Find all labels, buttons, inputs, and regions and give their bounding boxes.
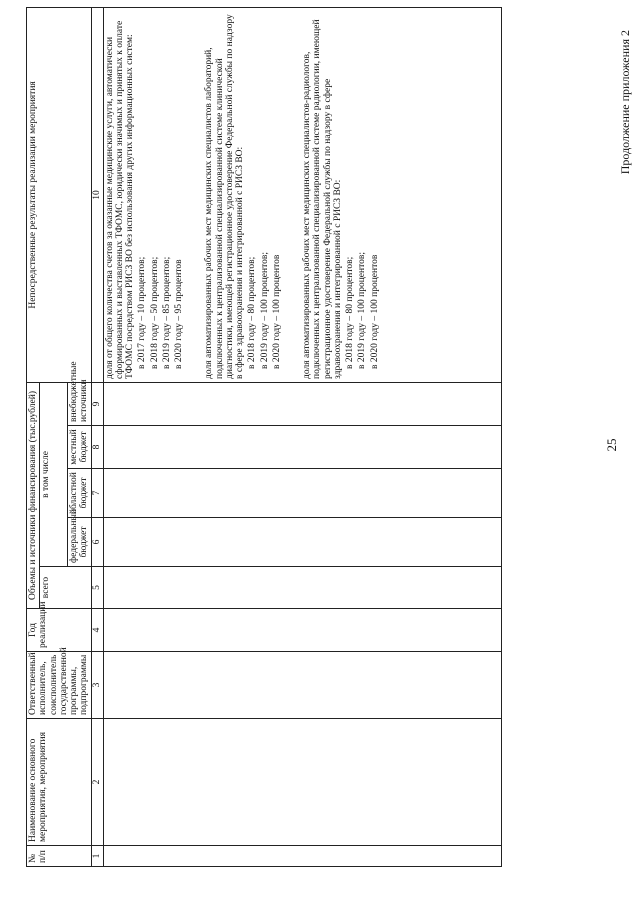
col-number: 9 xyxy=(91,382,103,425)
header-num: № п/п xyxy=(27,846,92,867)
header-result: Непосредственные результаты реализации мероприятия xyxy=(27,7,92,382)
cell-total xyxy=(103,567,501,609)
cell-local xyxy=(103,426,501,469)
result-year: в 2018 году – 80 процентов; xyxy=(247,256,258,369)
col-number: 6 xyxy=(91,518,103,567)
cell-federal xyxy=(103,518,501,567)
cell-year xyxy=(103,609,501,652)
header-incl: в том числе xyxy=(40,382,68,566)
cell-extra xyxy=(103,382,501,425)
result-year: в 2019 году – 85 процентов; xyxy=(161,256,172,369)
col-number: 8 xyxy=(91,426,103,469)
col-number: 5 xyxy=(91,567,103,609)
header-responsible: Ответственный исполнитель, соисполнитель государственной программы, подпрограммы xyxy=(27,652,92,719)
page-number: 25 xyxy=(604,438,619,452)
program-table xyxy=(26,7,502,867)
column-number-row xyxy=(91,7,103,866)
result-text: доля автоматизированных рабочих мест медицинских специалистов лабораторий, подключенных к централизованной специализированной системе клинической диагностики, имеющей регистрационное удостоверение Федеральной службы по надзору в сфере здравоохранения и интегрированной с РИСЗ ВО: xyxy=(204,14,245,379)
header-federal: федеральный бюджет xyxy=(68,518,92,567)
header-year: Год реализации xyxy=(27,609,92,652)
header-total: всего xyxy=(40,567,91,609)
col-number: 4 xyxy=(91,609,103,652)
result-text: доля автоматизированных рабочих мест медицинских специалистов-радиологов, подключенных к централизованной специализированной системе радиологии, имеющей регистрационное удостоверение Федеральной службы по надзору в сфере здравоохранения и интегрированной с РИСЗ ВО: xyxy=(302,19,343,379)
header-extra: внебюджетные источники xyxy=(68,382,92,425)
header-row-1 xyxy=(27,7,40,866)
col-number: 10 xyxy=(91,7,103,382)
cell-results xyxy=(103,7,501,382)
cell-regional xyxy=(103,469,501,518)
header-funding: Объемы и источники финансирования (тыс.рублей) xyxy=(27,382,40,608)
cell-name xyxy=(103,719,501,846)
result-text: доля от общего количества счетов за оказанные медицинские услуги, автоматически сформированных и выставленных ТФОМС, юридически значимых и принятых к оплате ТФОМС посредством РИСЗ ВО без использования других информационных систем: xyxy=(104,20,135,379)
col-number: 1 xyxy=(91,846,103,867)
table-row xyxy=(103,7,501,866)
header-name: Наименование основного мероприятия, мероприятия xyxy=(27,719,92,846)
result-year: в 2019 году – 100 процентов; xyxy=(259,251,270,369)
result-year: в 2018 году – 80 процентов; xyxy=(345,256,355,369)
col-number: 3 xyxy=(91,652,103,719)
continuation-label: Продолжение приложения 2 xyxy=(618,30,632,175)
cell-num xyxy=(103,846,501,867)
result-year: в 2020 году – 95 процентов xyxy=(174,259,184,369)
cell-responsible xyxy=(103,652,501,719)
result-year: в 2018 году – 50 процентов; xyxy=(149,256,160,369)
result-year: в 2019 году – 100 процентов; xyxy=(357,251,368,369)
result-year: в 2020 году – 100 процентов xyxy=(271,254,282,369)
result-year: в 2017 году – 10 процентов; xyxy=(137,256,148,369)
result-year: в 2020 году – 100 процентов xyxy=(369,254,380,369)
header-local: местный бюджет xyxy=(68,426,92,469)
col-number: 2 xyxy=(91,719,103,846)
header-regional: областной бюджет xyxy=(68,469,92,518)
col-number: 7 xyxy=(91,469,103,518)
